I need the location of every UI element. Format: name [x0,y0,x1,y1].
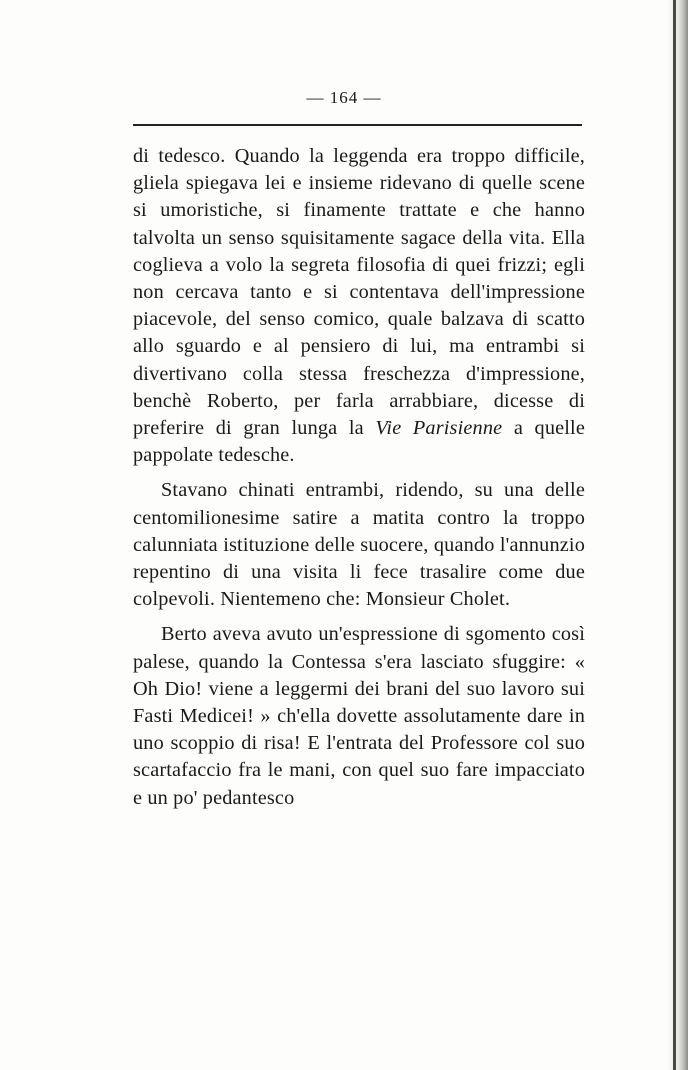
paragraph-1-end: a quelle pappolate tedesche. [133,417,585,467]
paragraph-1-text: di tedesco. Quando la leggenda era troppo difficile, gliela spiegava lei e insieme ridevano di quelle scene si umoristiche, si finamente trattate e che hanno talvolta un senso squisitamente sagace della vita. Ella coglieva a volo la segreta filosofia di quei frizzi; egli non cercava tanto e si contentava dell'impressione piacevole, del senso comico, quale balzava di scatto allo sguardo e al pensiero di lui, ma entrambi si divertivano colla stessa freschezza d'impressione, benchè Roberto, per farla arrabbiare, dicesse di preferire di gran lunga la [133,145,585,440]
header-rule [133,124,582,126]
page-edge-shadow [666,0,688,1070]
page-number: — 164 — [306,88,382,107]
binding-edge [673,0,676,1070]
italic-title: Vie Parisienne [375,417,503,440]
paragraph-2: Stavano chinati entrambi, ridendo, su una delle centomilionesime satire a matita contro la troppo calunniata istituzione delle suocere, quando l'annunzio repentino di una visita li fece trasalire come due colpevoli. Nientemeno che: Monsieur Cholet. [133,479,585,611]
body-text [133,143,585,812]
paragraph-3: Berto aveva avuto un'espressione di sgomento così palese, quando la Contessa s'era lasciato sfuggire: « Oh Dio! viene a leggermi dei brani del suo lavoro sui Fasti Medicei! » ch'ella dovette assolutamente dare in uno scoppio di risa! E l'entrata del Professore col suo scartafaccio fra le mani, con quel suo fare impacciato e un po' pedantesco [133,623,585,809]
paragraph-1 [133,143,585,469]
